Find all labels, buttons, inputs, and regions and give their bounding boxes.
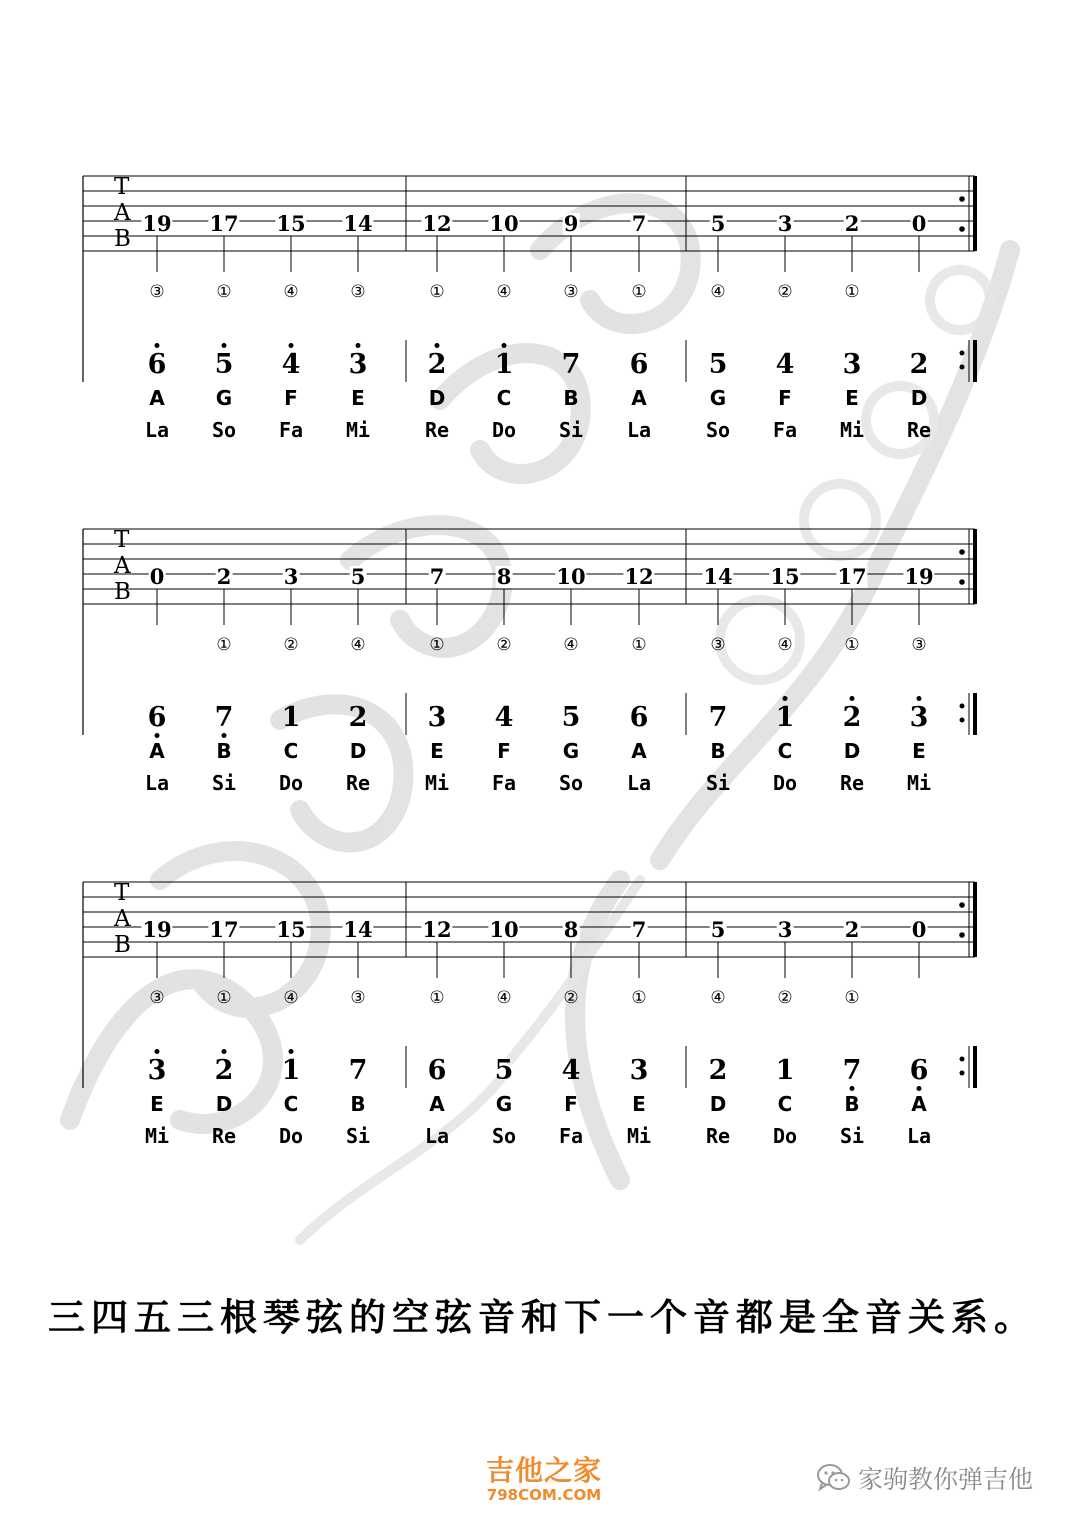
note-letter: F — [564, 1092, 578, 1116]
string-number: ④ — [283, 282, 299, 302]
string-number: ① — [216, 635, 232, 655]
solfege-syllable: So — [705, 418, 731, 442]
note-letter: A — [631, 739, 647, 763]
octave-dot-below — [850, 1086, 855, 1091]
solfege-syllable: Si — [211, 771, 237, 795]
fret-number: 7 — [429, 564, 445, 589]
tab-letter-b: B — [114, 579, 131, 605]
jianpu-note: 2 — [708, 1055, 728, 1086]
note-letter: C — [777, 739, 793, 763]
jianpu-note: 3 — [348, 349, 368, 380]
fret-number: 15 — [770, 564, 800, 589]
string-number: ① — [631, 988, 647, 1008]
repeat-dot — [960, 718, 965, 723]
fret-number: 10 — [556, 564, 586, 589]
note-letter: B — [563, 386, 579, 410]
string-number: ③ — [149, 988, 165, 1008]
note-letter: E — [150, 1092, 164, 1116]
jianpu-note: 1 — [494, 349, 514, 380]
repeat-dot — [960, 704, 965, 709]
octave-dot-below — [222, 733, 227, 738]
fret-number: 7 — [631, 211, 647, 236]
note-letter: G — [495, 1092, 513, 1116]
tab-letter-a: A — [114, 200, 131, 226]
jianpu-note: 7 — [348, 1055, 368, 1086]
solfege-syllable: Mi — [906, 771, 932, 795]
jianpu-note: 1 — [775, 702, 795, 733]
jianpu-note: 2 — [348, 702, 368, 733]
solfege-syllable: La — [906, 1124, 932, 1148]
solfege-syllable: Fa — [491, 771, 517, 795]
octave-dot-above — [783, 696, 788, 701]
solfege-syllable: Do — [772, 1124, 798, 1148]
fret-number: 7 — [631, 917, 647, 942]
note-letter: G — [562, 739, 580, 763]
solfege-syllable: La — [144, 771, 170, 795]
fret-number: 10 — [489, 211, 519, 236]
note-letter: D — [910, 386, 928, 410]
octave-dot-above — [850, 696, 855, 701]
string-number: ② — [777, 282, 793, 302]
fret-number: 2 — [216, 564, 232, 589]
jianpu-note: 7 — [214, 702, 234, 733]
fret-number: 12 — [624, 564, 654, 589]
note-letter: G — [709, 386, 727, 410]
solfege-syllable: Re — [424, 418, 450, 442]
solfege-syllable: Si — [558, 418, 584, 442]
solfege-syllable: Re — [705, 1124, 731, 1148]
tab-letter-b: B — [114, 932, 131, 958]
repeat-dot — [959, 226, 965, 232]
note-letter: D — [349, 739, 367, 763]
string-number: ① — [429, 282, 445, 302]
solfege-syllable: Mi — [144, 1124, 170, 1148]
string-number: ③ — [710, 635, 726, 655]
octave-dot-above — [155, 343, 160, 348]
jianpu-note: 7 — [708, 702, 728, 733]
jianpu-note: 2 — [427, 349, 447, 380]
string-number: ③ — [911, 635, 927, 655]
fret-number: 12 — [422, 211, 452, 236]
octave-dot-above — [917, 696, 922, 701]
tab-system-3 — [0, 876, 1080, 1166]
fret-number: 5 — [710, 211, 726, 236]
solfege-syllable: Re — [211, 1124, 237, 1148]
note-letter: D — [709, 1092, 727, 1116]
string-number: ② — [496, 635, 512, 655]
tab-letter-t: T — [114, 174, 130, 200]
string-number: ③ — [149, 282, 165, 302]
solfege-syllable: La — [424, 1124, 450, 1148]
string-number: ④ — [710, 988, 726, 1008]
note-letter: F — [284, 386, 298, 410]
solfege-syllable: Do — [278, 771, 304, 795]
fret-number: 17 — [209, 917, 239, 942]
solfege-syllable: Mi — [345, 418, 371, 442]
jianpu-note: 3 — [909, 702, 929, 733]
octave-dot-above — [222, 1049, 227, 1054]
string-number: ④ — [496, 282, 512, 302]
fret-number: 0 — [911, 917, 927, 942]
string-number: ① — [844, 988, 860, 1008]
jianpu-note: 6 — [147, 702, 167, 733]
fret-number: 17 — [837, 564, 867, 589]
wechat-icon — [816, 1463, 852, 1493]
string-number: ③ — [350, 282, 366, 302]
jianpu-note: 5 — [708, 349, 728, 380]
jianpu-note: 6 — [629, 349, 649, 380]
solfege-syllable: Do — [772, 771, 798, 795]
note-letter: D — [428, 386, 446, 410]
jianpu-note: 6 — [629, 702, 649, 733]
note-letter: C — [777, 1092, 793, 1116]
tab-system-1 — [0, 170, 1080, 460]
note-letter: F — [778, 386, 792, 410]
jianpu-note: 3 — [842, 349, 862, 380]
note-letter: B — [844, 1092, 860, 1116]
solfege-syllable: Si — [345, 1124, 371, 1148]
jianpu-note: 4 — [775, 349, 795, 380]
solfege-syllable: La — [144, 418, 170, 442]
note-letter: A — [631, 386, 647, 410]
repeat-dot — [959, 196, 965, 202]
jianpu-note: 4 — [494, 702, 514, 733]
jianpu-note: 3 — [427, 702, 447, 733]
octave-dot-above — [502, 343, 507, 348]
note-letter: E — [430, 739, 444, 763]
caption-text: 三四五三根琴弦的空弦音和下一个音都是全音关系。 — [48, 1295, 1037, 1339]
solfege-syllable: Fa — [772, 418, 798, 442]
jianpu-note: 2 — [909, 349, 929, 380]
jianpu-note: 2 — [214, 1055, 234, 1086]
string-number: ④ — [710, 282, 726, 302]
jianpu-note: 2 — [842, 702, 862, 733]
tab-letter-a: A — [114, 906, 131, 932]
jianpu-note: 6 — [909, 1055, 929, 1086]
fret-number: 8 — [563, 917, 579, 942]
solfege-syllable: So — [491, 1124, 517, 1148]
octave-dot-above — [155, 1049, 160, 1054]
fret-number: 3 — [777, 917, 793, 942]
fret-number: 19 — [142, 917, 172, 942]
solfege-syllable: Mi — [839, 418, 865, 442]
fret-number: 14 — [703, 564, 733, 589]
solfege-syllable: Fa — [278, 418, 304, 442]
tab-letter-b: B — [114, 226, 131, 252]
note-letter: A — [149, 739, 165, 763]
fret-number: 19 — [904, 564, 934, 589]
fret-number: 0 — [911, 211, 927, 236]
repeat-dot — [960, 1071, 965, 1076]
solfege-syllable: La — [626, 771, 652, 795]
octave-dot-above — [222, 343, 227, 348]
string-number: ④ — [350, 635, 366, 655]
repeat-dot — [959, 902, 965, 908]
solfege-syllable: Re — [906, 418, 932, 442]
string-number: ② — [777, 988, 793, 1008]
string-number: ① — [631, 282, 647, 302]
repeat-dot — [959, 579, 965, 585]
jianpu-note: 1 — [775, 1055, 795, 1086]
string-number: ① — [844, 282, 860, 302]
string-number: ① — [429, 988, 445, 1008]
jianpu-note: 5 — [494, 1055, 514, 1086]
note-letter: A — [429, 1092, 445, 1116]
repeat-dot — [959, 932, 965, 938]
string-number: ② — [283, 635, 299, 655]
note-letter: D — [843, 739, 861, 763]
note-letter: C — [496, 386, 512, 410]
string-number: ① — [429, 635, 445, 655]
jianpu-note: 1 — [281, 1055, 301, 1086]
string-number: ③ — [350, 988, 366, 1008]
octave-dot-above — [356, 343, 361, 348]
note-letter: E — [845, 386, 859, 410]
solfege-syllable: La — [626, 418, 652, 442]
fret-number: 17 — [209, 211, 239, 236]
fret-number: 5 — [710, 917, 726, 942]
note-letter: D — [215, 1092, 233, 1116]
string-number: ① — [216, 988, 232, 1008]
solfege-syllable: Do — [491, 418, 517, 442]
wechat-label: 家驹教你弹吉他 — [858, 1465, 1034, 1494]
octave-dot-above — [289, 1049, 294, 1054]
note-letter: B — [710, 739, 726, 763]
fret-number: 14 — [343, 917, 373, 942]
logo-title: 吉他之家 — [485, 1454, 602, 1487]
jianpu-note: 7 — [561, 349, 581, 380]
string-number: ④ — [563, 635, 579, 655]
jianpu-note: 4 — [561, 1055, 581, 1086]
jianpu-note: 4 — [281, 349, 301, 380]
solfege-syllable: Mi — [424, 771, 450, 795]
logo-subtitle: 798COM.COM — [486, 1486, 602, 1504]
repeat-dot — [959, 549, 965, 555]
solfege-syllable: Si — [839, 1124, 865, 1148]
jianpu-note: 3 — [629, 1055, 649, 1086]
tab-letter-t: T — [114, 527, 130, 553]
fret-number: 9 — [563, 211, 579, 236]
note-letter: B — [216, 739, 232, 763]
jianpu-note: 1 — [281, 702, 301, 733]
solfege-syllable: So — [558, 771, 584, 795]
string-number: ① — [844, 635, 860, 655]
site-logo — [474, 1455, 614, 1503]
fret-number: 2 — [844, 211, 860, 236]
note-letter: E — [912, 739, 926, 763]
fret-number: 5 — [350, 564, 366, 589]
fret-number: 8 — [496, 564, 512, 589]
string-number: ④ — [283, 988, 299, 1008]
fret-number: 15 — [276, 917, 306, 942]
tab-system-2 — [0, 523, 1080, 813]
tab-letter-a: A — [114, 553, 131, 579]
octave-dot-above — [289, 343, 294, 348]
repeat-dot — [960, 1057, 965, 1062]
string-number: ④ — [496, 988, 512, 1008]
fret-number: 0 — [149, 564, 165, 589]
repeat-dot — [960, 365, 965, 370]
string-number: ④ — [777, 635, 793, 655]
tab-letter-t: T — [114, 880, 130, 906]
note-letter: C — [283, 739, 299, 763]
fret-number: 2 — [844, 917, 860, 942]
solfege-syllable: Do — [278, 1124, 304, 1148]
solfege-syllable: Re — [839, 771, 865, 795]
note-letter: E — [351, 386, 365, 410]
fret-number: 3 — [777, 211, 793, 236]
string-number: ① — [216, 282, 232, 302]
solfege-syllable: So — [211, 418, 237, 442]
string-number: ① — [631, 635, 647, 655]
note-letter: G — [215, 386, 233, 410]
jianpu-note: 5 — [561, 702, 581, 733]
jianpu-note: 6 — [147, 349, 167, 380]
note-letter: B — [350, 1092, 366, 1116]
repeat-dot — [960, 351, 965, 356]
string-number: ② — [563, 988, 579, 1008]
wechat-account — [816, 1460, 1033, 1496]
octave-dot-above — [435, 343, 440, 348]
octave-dot-below — [917, 1086, 922, 1091]
fret-number: 14 — [343, 211, 373, 236]
string-number: ③ — [563, 282, 579, 302]
solfege-syllable: Mi — [626, 1124, 652, 1148]
jianpu-note: 6 — [427, 1055, 447, 1086]
solfege-syllable: Fa — [558, 1124, 584, 1148]
fret-number: 10 — [489, 917, 519, 942]
jianpu-note: 7 — [842, 1055, 862, 1086]
solfege-syllable: Si — [705, 771, 731, 795]
note-letter: A — [911, 1092, 927, 1116]
note-letter: F — [497, 739, 511, 763]
fret-number: 15 — [276, 211, 306, 236]
fret-number: 12 — [422, 917, 452, 942]
note-letter: A — [149, 386, 165, 410]
note-letter: C — [283, 1092, 299, 1116]
fret-number: 3 — [283, 564, 299, 589]
note-letter: E — [632, 1092, 646, 1116]
solfege-syllable: Re — [345, 771, 371, 795]
jianpu-note: 3 — [147, 1055, 167, 1086]
octave-dot-below — [155, 733, 160, 738]
fret-number: 19 — [142, 211, 172, 236]
jianpu-note: 5 — [214, 349, 234, 380]
